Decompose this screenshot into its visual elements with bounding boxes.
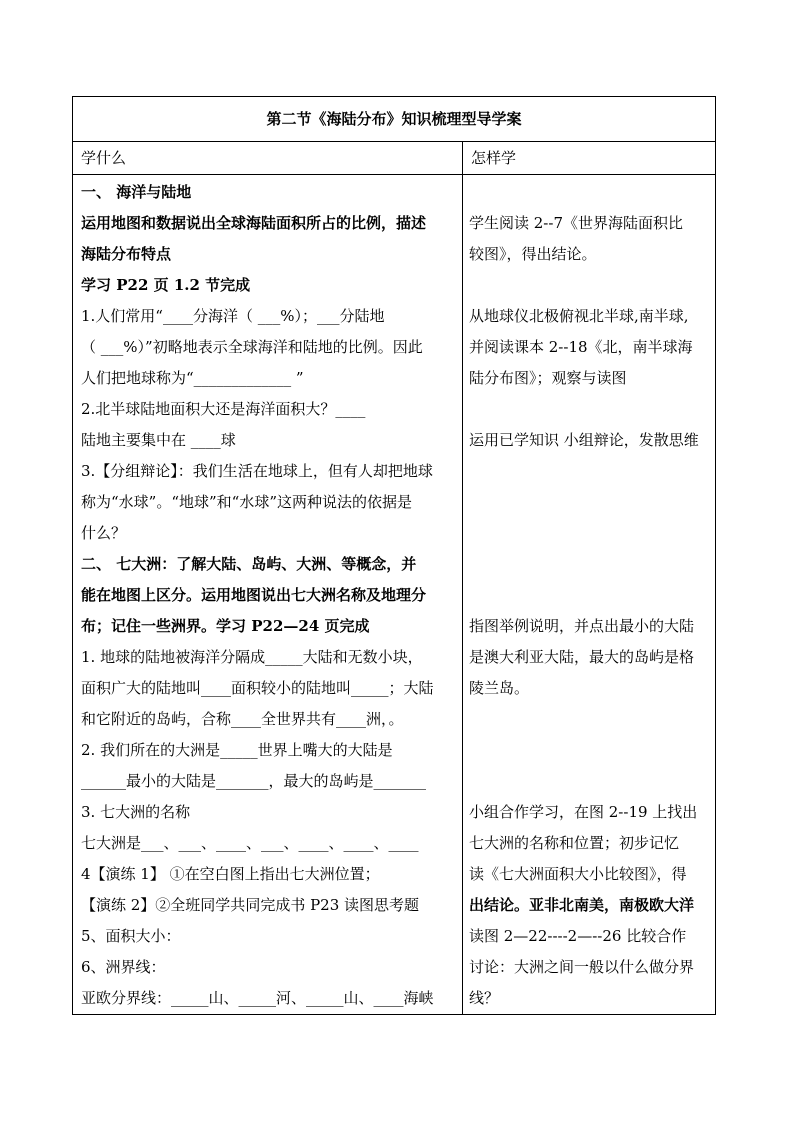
area-size-line: 5、面积大小：: [81, 927, 181, 945]
method-2-line2: 并阅读课本 2--18《北，南半球海: [469, 338, 693, 356]
learning-method-cell: [463, 175, 716, 1015]
method-4-line2: 是澳大利亚大陆，最大的岛屿是格: [469, 648, 695, 666]
question-3-line2: 称为“水球”。“地球”和“水球”这两种说法的依据是: [81, 493, 413, 511]
question-1-line1: 1.人们常用“____分海洋（ ___%）；___分陆地: [81, 307, 385, 325]
continent-question-1-line3: 和它附近的岛屿，合称____全世界共有____洲，。: [81, 710, 404, 728]
continent-question-1-line2: 面积广大的陆地叫____面积较小的陆地叫_____；大陆: [81, 679, 434, 697]
method-5-line2: 七大洲的名称和位置；初步记忆: [469, 834, 680, 852]
question-1-line3: 人们把地球称为“_____________ ”: [81, 369, 304, 387]
asia-europe-boundary-line: 亚欧分界线：_____山、_____河、_____山、____海峡: [81, 989, 434, 1007]
method-1-line1: 学生阅读 2--7《世界海陆面积比: [469, 214, 683, 232]
method-5-line4: 出结论。亚非北南美，南极欧大洋: [469, 896, 695, 914]
method-5-line1: 小组合作学习，在图 2--19 上找出: [469, 803, 698, 821]
exercise-2-line: 【演练 2】②全班同学共同完成书 P23 读图思考题: [81, 896, 420, 914]
learning-content-cell: [73, 175, 463, 1015]
document-title: 第二节《海陆分布》知识梳理型导学案: [73, 97, 716, 142]
continent-question-3-line2: 七大洲是___、___、____、___、____、____、____: [81, 834, 419, 852]
method-2-line3: 陆分布图》；观察与读图: [469, 369, 627, 387]
method-6-line2: 讨论：大洲之间一般以什么做分界: [469, 958, 695, 976]
section-two-goal-line1: 能在地图上区分。运用地图说出七大洲名称及地理分: [81, 586, 427, 604]
exercise-1-line: 4【演练 1】 ①在空白图上指出七大洲位置；: [81, 865, 380, 883]
question-1-line2: （ ___%）”初略地表示全球海洋和陆地的比例。因此: [81, 338, 423, 356]
section-two-goal-line2: 布；记住一些洲界。学习 P22—24 页完成: [81, 617, 370, 635]
method-6-line1: 读图 2—22----2—--26 比较合作: [469, 927, 687, 945]
question-2-line2: 陆地主要集中在 ____球: [81, 431, 236, 449]
column-header-what-to-learn: 学什么: [73, 142, 463, 175]
method-4-line3: 陵兰岛。: [469, 679, 530, 697]
question-3-line3: 什么？: [81, 524, 127, 542]
section-one-goal-line1: 运用地图和数据说出全球海陆面积所占的比例，描述: [81, 214, 427, 232]
study-guide-table: [72, 96, 716, 1015]
continent-question-3-line1: 3. 七大洲的名称: [81, 803, 191, 821]
method-1-line2: 较图》，得出结论。: [469, 245, 597, 263]
method-3-line1: 运用已学知识 小组辩论，发散思维: [469, 431, 699, 449]
section-one-study-note: 学习 P22 页 1.2 节完成: [81, 276, 251, 294]
section-two-heading: 二、 七大洲：了解大陆、岛屿、大洲、等概念，并: [81, 555, 417, 573]
question-2-line1: 2.北半球陆地面积大还是海洋面积大？____: [81, 400, 366, 418]
boundary-line-heading: 6、洲界线：: [81, 958, 166, 976]
section-one-heading: 一、 海洋与陆地: [81, 183, 192, 201]
continent-question-2-line2: ______最小的大陆是_______，最大的岛屿是_______: [81, 772, 427, 790]
section-one-goal-line2: 海陆分布特点: [81, 245, 172, 263]
method-2-line1: 从地球仪北极俯视北半球,南半球,: [469, 307, 689, 325]
continent-question-2-line1: 2. 我们所在的大洲是_____世界上嘴大的大陆是: [81, 741, 393, 759]
column-header-how-to-learn: 怎样学: [463, 142, 716, 175]
method-4-line1: 指图举例说明，并点出最小的大陆: [469, 617, 695, 635]
method-6-line3: 线？: [469, 989, 500, 1007]
method-5-line3: 读《七大洲面积大小比较图》，得: [469, 865, 687, 883]
question-3-line1: 3.【分组辩论】：我们生活在地球上，但有人却把地球: [81, 462, 433, 480]
continent-question-1-line1: 1. 地球的陆地被海洋分隔成_____大陆和无数小块，: [81, 648, 423, 666]
